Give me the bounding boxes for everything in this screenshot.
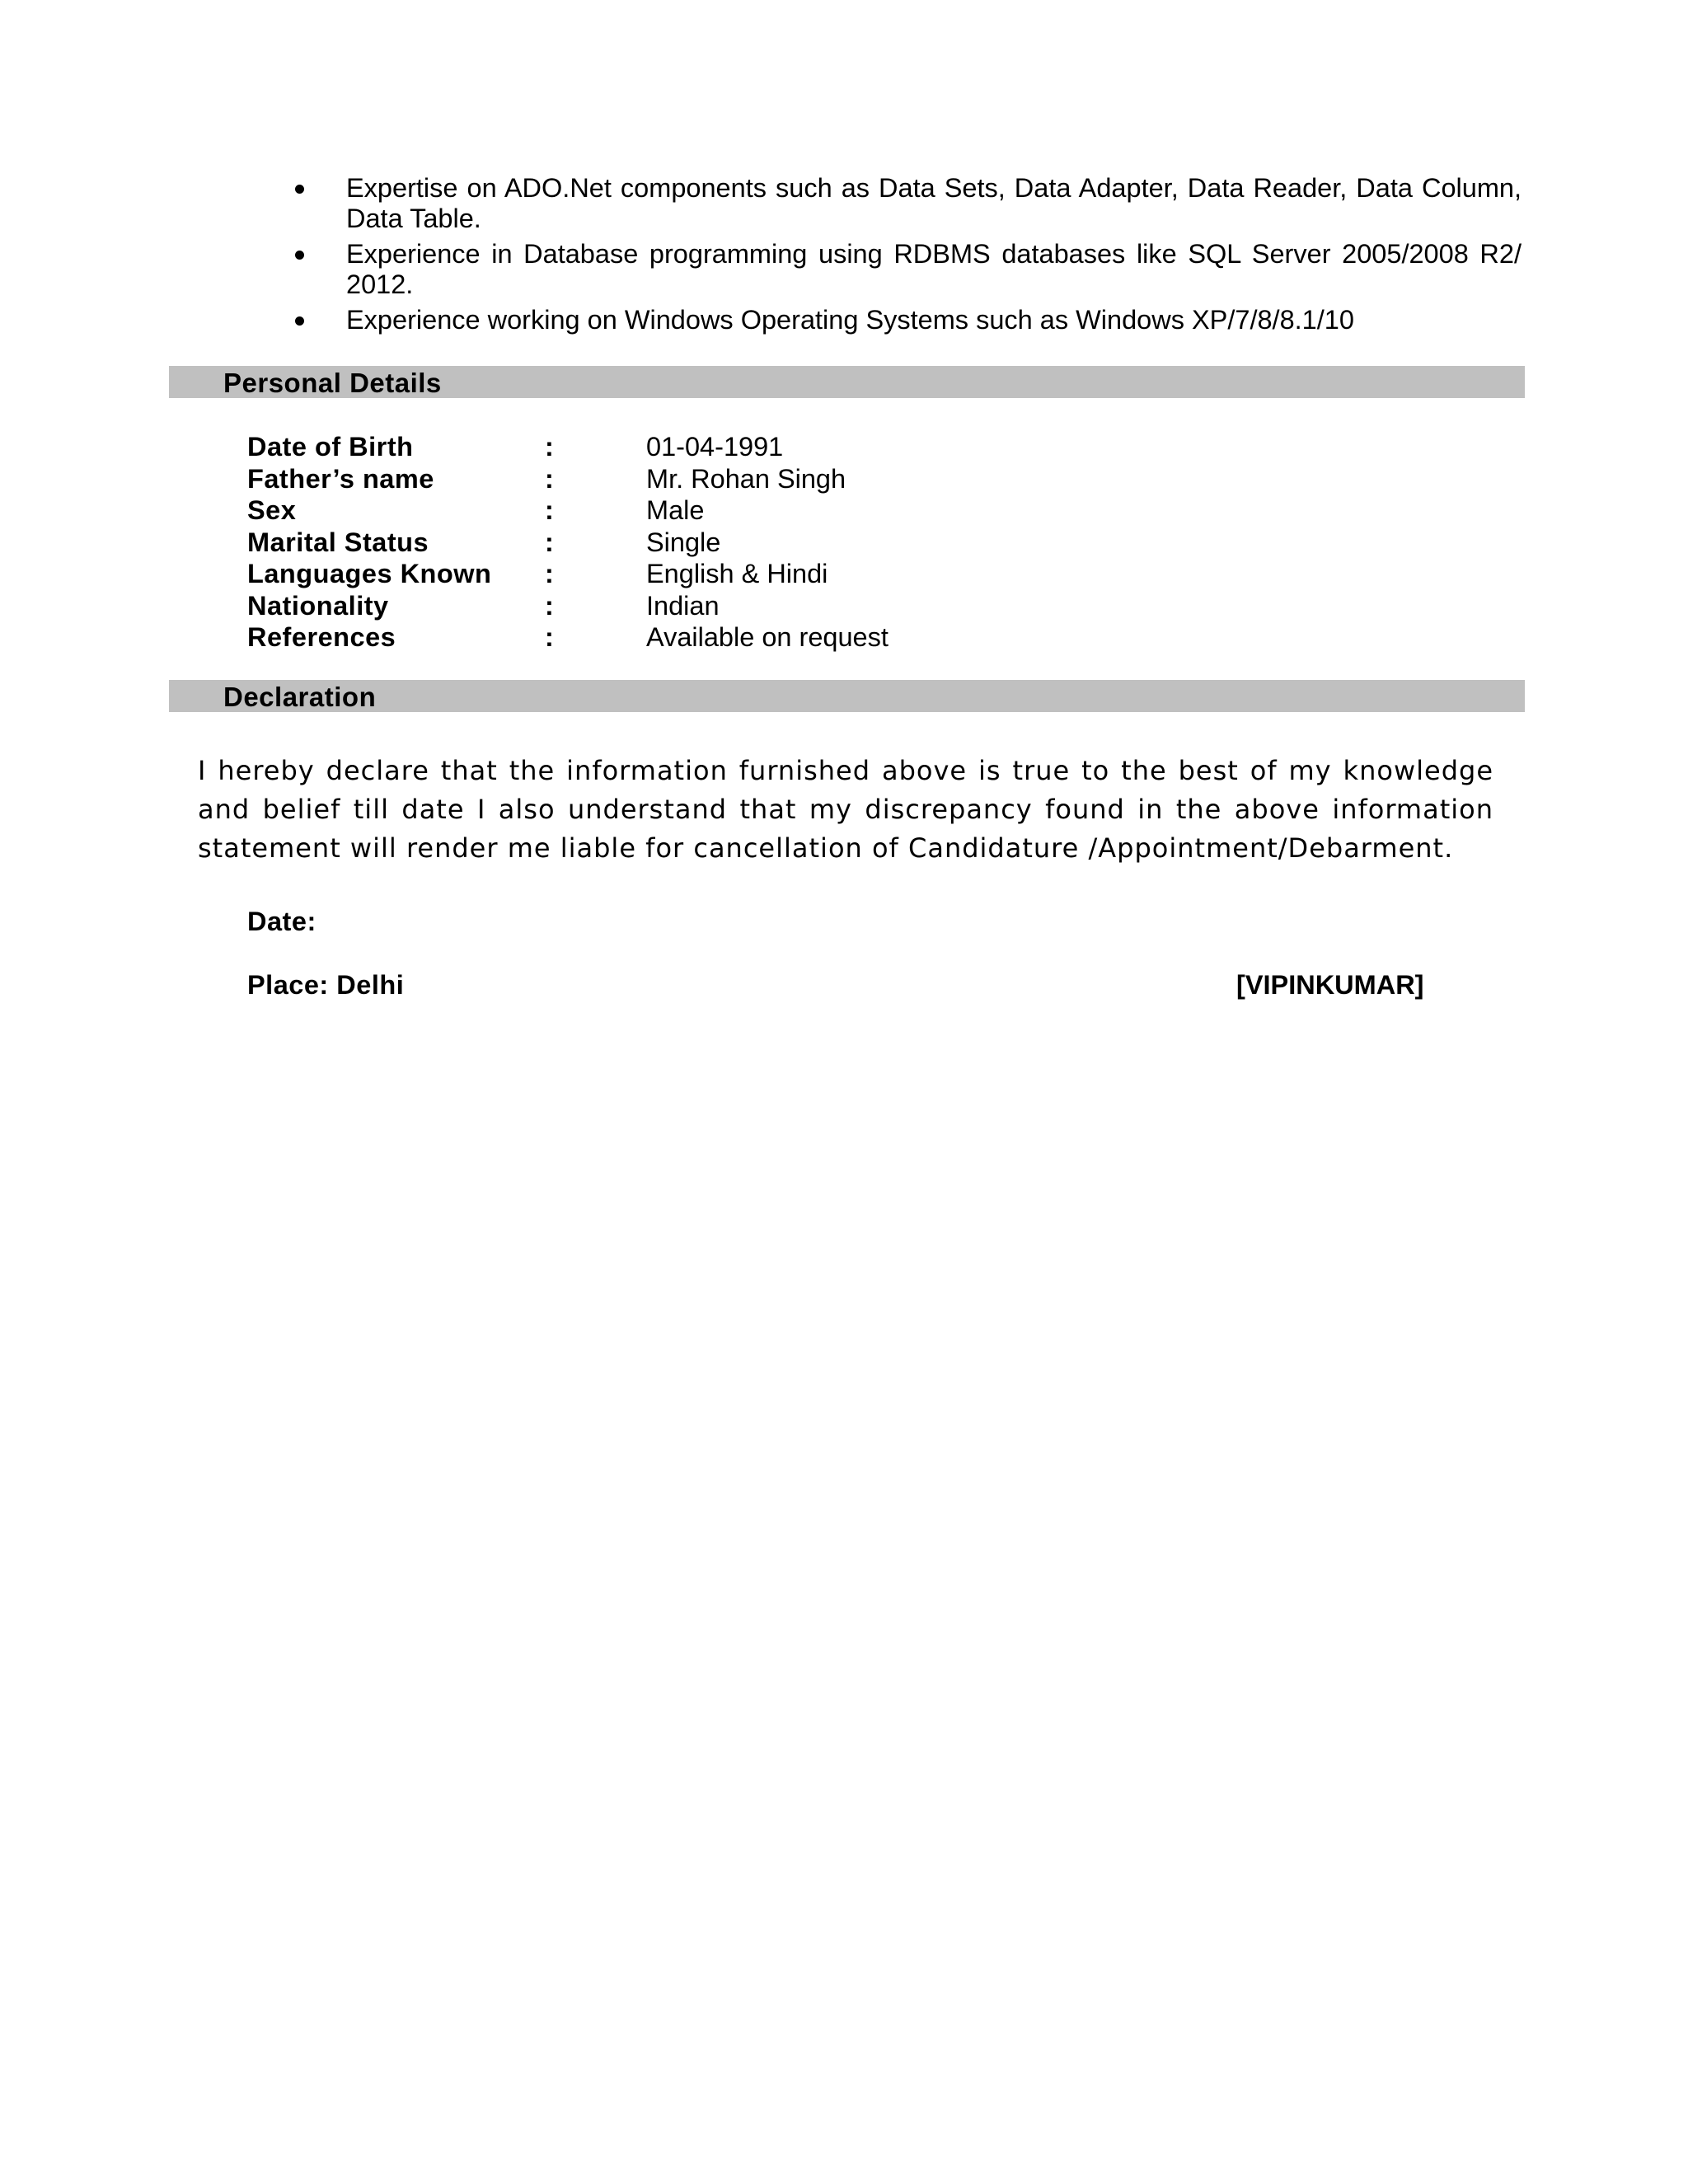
detail-label: Father’s name [247,463,434,494]
detail-row-marital-status [247,527,1071,559]
detail-separator: : [545,622,554,652]
declaration-text: I hereby declare that the information furnished above is true to the best of my knowledge and belief till date I also understand that my discrepancy found in the above information statement will render me liable for cancellation of Candidature /Appointment/Debarment. [198,755,1493,864]
bullet-text: Expertise on ADO.Net components such as Data Sets, Data Adapter, Data Reader, Data Column, Data Table. [346,173,1522,233]
detail-value: Single [646,527,721,557]
detail-label: Languages Known [247,559,492,588]
detail-value: Mr. Rohan Singh [646,463,846,494]
detail-separator: : [545,463,554,494]
detail-row-nationality [247,590,1071,622]
detail-label: Date of Birth [247,432,414,462]
detail-value: 01-04-1991 [646,432,784,462]
detail-value: Male [646,495,705,525]
place-label: Place: Delhi [247,970,405,1000]
detail-label: Marital Status [247,527,429,557]
detail-row-fathers-name [247,463,1071,495]
detail-row-references [247,621,1071,654]
bullet-icon [295,251,304,260]
bullet-item [295,173,1522,234]
section-title: Personal Details [223,368,442,398]
detail-row-sex [247,494,1071,527]
detail-label: References [247,622,396,652]
detail-label: Sex [247,495,297,525]
signature-name: [VIPINKUMAR] [1236,970,1424,1000]
detail-separator: : [545,559,554,588]
detail-value: Indian [646,590,720,621]
declaration-header [169,680,1525,712]
bullet-icon [295,316,304,326]
section-title: Declaration [223,682,377,712]
detail-value: Available on request [646,622,889,652]
personal-details-header [169,366,1525,398]
detail-separator: : [545,590,554,621]
date-label: Date: [247,907,316,936]
bullet-text: Experience working on Windows Operating Systems such as Windows XP/7/8/8.1/10 [346,305,1354,335]
detail-separator: : [545,527,554,557]
detail-separator: : [545,495,554,525]
bullet-item [295,239,1522,300]
skills-bullet-list [295,173,1522,340]
detail-row-date-of-birth [247,431,1071,463]
personal-details-list [247,431,1071,654]
detail-row-languages-known [247,558,1071,590]
bullet-icon [295,185,304,194]
bullet-item [295,305,1522,335]
detail-separator: : [545,432,554,462]
detail-label: Nationality [247,590,389,621]
detail-value: English & Hindi [646,559,828,588]
bullet-text: Experience in Database programming using RDBMS databases like SQL Server 2005/2008 R2/ 2012. [346,239,1522,299]
